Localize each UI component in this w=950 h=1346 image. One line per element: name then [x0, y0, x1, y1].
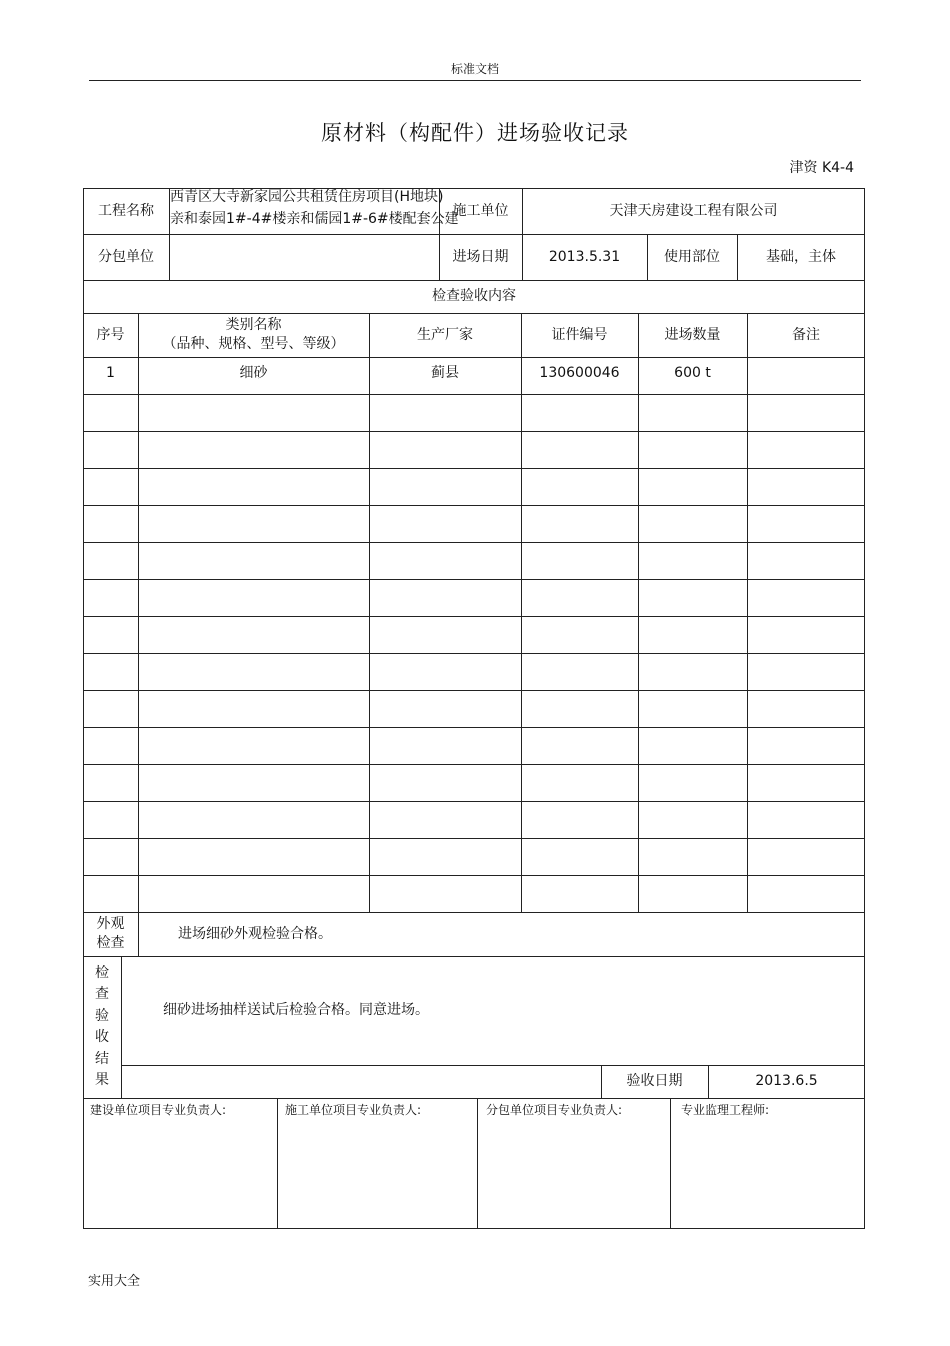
result-label-char: 果	[95, 1072, 109, 1088]
result-label-char: 验	[95, 1007, 109, 1024]
col-header-note: 备注	[792, 326, 820, 343]
col-line	[638, 313, 639, 912]
result-label	[83, 956, 121, 1098]
col-header-name	[138, 313, 369, 357]
col-line	[670, 1098, 671, 1229]
acceptance-date-value: 2013.6.5	[755, 1073, 818, 1089]
col-line	[369, 313, 370, 912]
col-header-name-line2: （品种、规格、型号、等级）	[162, 336, 345, 352]
contractor-value: 天津天房建设工程有限公司	[609, 202, 778, 219]
result-label-char: 查	[95, 986, 109, 1002]
item-note	[747, 357, 865, 389]
row-line	[83, 1098, 865, 1099]
acceptance-date-label: 验收日期	[626, 1073, 683, 1089]
header-rule	[89, 80, 861, 81]
col-header-name-line1: 类别名称	[225, 317, 282, 333]
signature-contractor: 施工单位项目专业负责人:	[285, 1103, 422, 1117]
col-line	[277, 1098, 278, 1229]
section-title: 检查验收内容	[432, 288, 516, 304]
entry-date-value: 2013.5.31	[548, 248, 621, 265]
col-line	[121, 956, 122, 1098]
col-line	[138, 313, 139, 912]
item-qty: 600 t	[674, 364, 711, 381]
item-cert: 130600046	[539, 364, 620, 381]
entry-date-label: 进场日期	[452, 248, 509, 265]
item-maker: 蓟县	[431, 364, 459, 381]
col-header-cert: 证件编号	[551, 326, 608, 343]
result-label-char: 收	[95, 1029, 109, 1045]
page-header: 标准文档	[450, 62, 499, 76]
col-header-qty: 进场数量	[664, 326, 721, 343]
form-code: 津资 K4-4	[789, 160, 854, 176]
subcontractor-label: 分包单位	[98, 248, 154, 265]
appearance-label	[83, 912, 138, 956]
usage-part-label: 使用部位	[664, 248, 720, 265]
appearance-label-line1: 外观	[96, 916, 125, 932]
col-header-maker: 生产厂家	[417, 326, 473, 343]
signature-supervisor: 专业监理工程师:	[681, 1103, 770, 1117]
result-label-char: 检	[95, 964, 109, 981]
col-line	[747, 313, 748, 912]
item-name: 细砂	[239, 364, 268, 381]
col-header-seq: 序号	[96, 326, 125, 343]
usage-part-value: 基础，主体	[766, 248, 836, 265]
col-line	[477, 1098, 478, 1229]
page-footer: 实用大全	[88, 1274, 141, 1289]
project-name-label: 工程名称	[98, 202, 154, 219]
contractor-label: 施工单位	[452, 202, 509, 219]
subcontractor-value	[169, 234, 439, 280]
item-seq: 1	[106, 364, 115, 381]
form-title: 原材料（构配件）进场验收记录	[321, 121, 629, 145]
signature-owner: 建设单位项目专业负责人:	[90, 1103, 227, 1117]
result-label-char: 结	[95, 1050, 109, 1067]
project-name-value: 西青区大寺新家园公共租赁住房项目(H地块) 亲和泰园1#-4#楼亲和儒园1#-6#楼配套公建	[170, 189, 459, 227]
appearance-value: 进场细砂外观检验合格。	[178, 925, 332, 942]
appearance-label-line2: 检查	[96, 935, 125, 951]
col-line	[521, 313, 522, 912]
result-value: 细砂进场抽样送试后检验合格。同意进场。	[163, 1001, 429, 1018]
signature-subcontractor: 分包单位项目专业负责人:	[486, 1103, 623, 1117]
row-line	[83, 956, 865, 957]
col-line	[138, 912, 139, 956]
